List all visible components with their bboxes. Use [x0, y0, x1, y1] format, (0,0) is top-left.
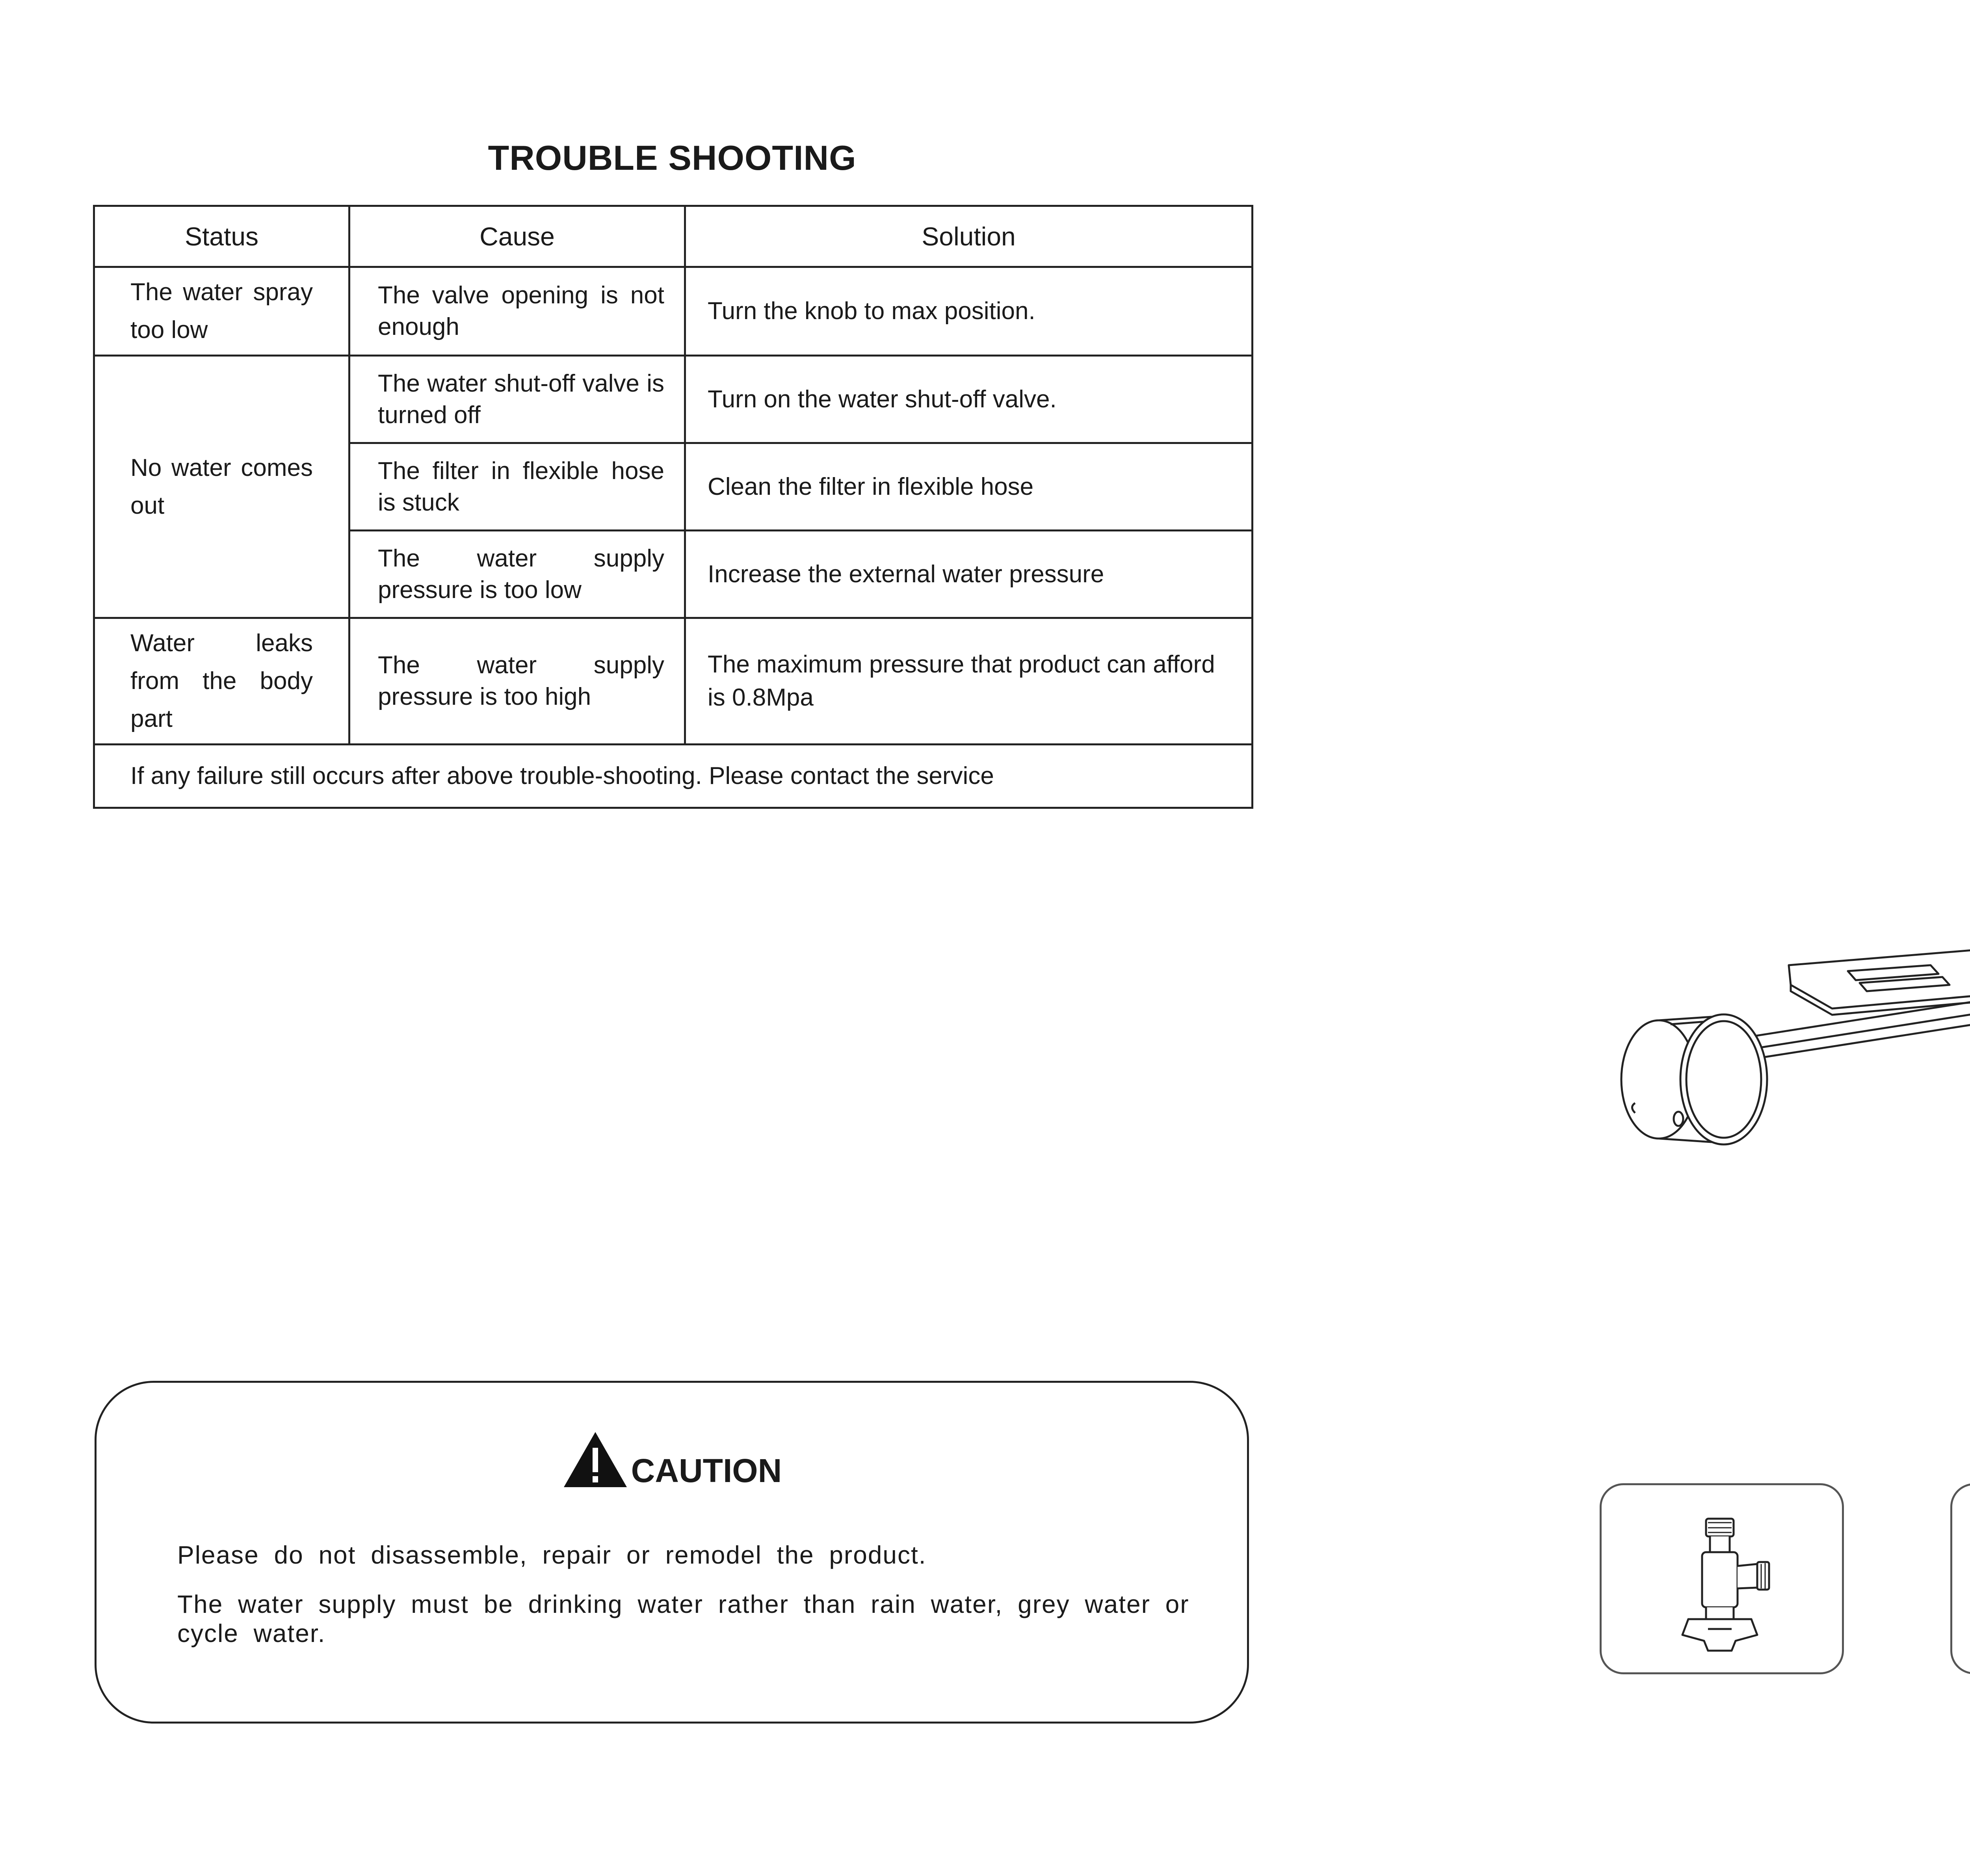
t-adapter-icon	[1602, 1485, 1842, 1672]
caution-heading	[97, 1430, 1247, 1502]
header-solution: Solution	[685, 206, 1253, 267]
solution-cell: The maximum pressure that product can afford is 0.8Mpa	[685, 618, 1253, 745]
bidet-product-illustration	[1576, 867, 1970, 1182]
status-cell: No water comes out	[94, 356, 349, 618]
table-row	[94, 356, 1253, 443]
troubleshooting-table	[93, 205, 1253, 809]
cause-cell: The filter in flexible hose is stuck	[349, 443, 685, 531]
solution-cell: Increase the external water pressure	[685, 531, 1253, 618]
solution-cell: Turn on the water shut-off valve.	[685, 356, 1253, 443]
table-footer-note: If any failure still occurs after above trouble-shooting. Please contact the service	[94, 745, 1253, 808]
table-row	[94, 618, 1253, 745]
table-footer-row	[94, 745, 1253, 808]
caution-box	[95, 1381, 1249, 1724]
solution-cell: Clean the filter in flexible hose	[685, 443, 1253, 531]
cause-cell: The valve opening is not enough	[349, 267, 685, 356]
cause-cell: The water supply pressure is too high	[349, 618, 685, 745]
cause-cell: The water supply pressure is too low	[349, 531, 685, 618]
table-header-row	[94, 206, 1253, 267]
status-cell: The water spray too low	[94, 267, 349, 356]
header-cause: Cause	[349, 206, 685, 267]
caution-label: CAUTION	[631, 1452, 782, 1489]
status-cell: Water leaks from the body part	[94, 618, 349, 745]
solution-cell: Turn the knob to max position.	[685, 267, 1253, 356]
flexible-hose-icon	[1952, 1485, 1970, 1672]
troubleshooting-title: TROUBLE SHOOTING	[488, 138, 857, 177]
accessory-card-flexible-hose	[1950, 1483, 1970, 1674]
cause-cell: The water shut-off valve is turned off	[349, 356, 685, 443]
caution-line: Please do not disassemble, repair or remodel the product.	[177, 1541, 927, 1569]
header-status: Status	[94, 206, 349, 267]
table-row	[94, 267, 1253, 356]
warning-triangle-icon	[562, 1430, 629, 1489]
caution-line: The water supply must be drinking water rather than rain water, grey water or cycle water.	[177, 1590, 1189, 1648]
accessory-card-t-adapter	[1600, 1483, 1844, 1674]
